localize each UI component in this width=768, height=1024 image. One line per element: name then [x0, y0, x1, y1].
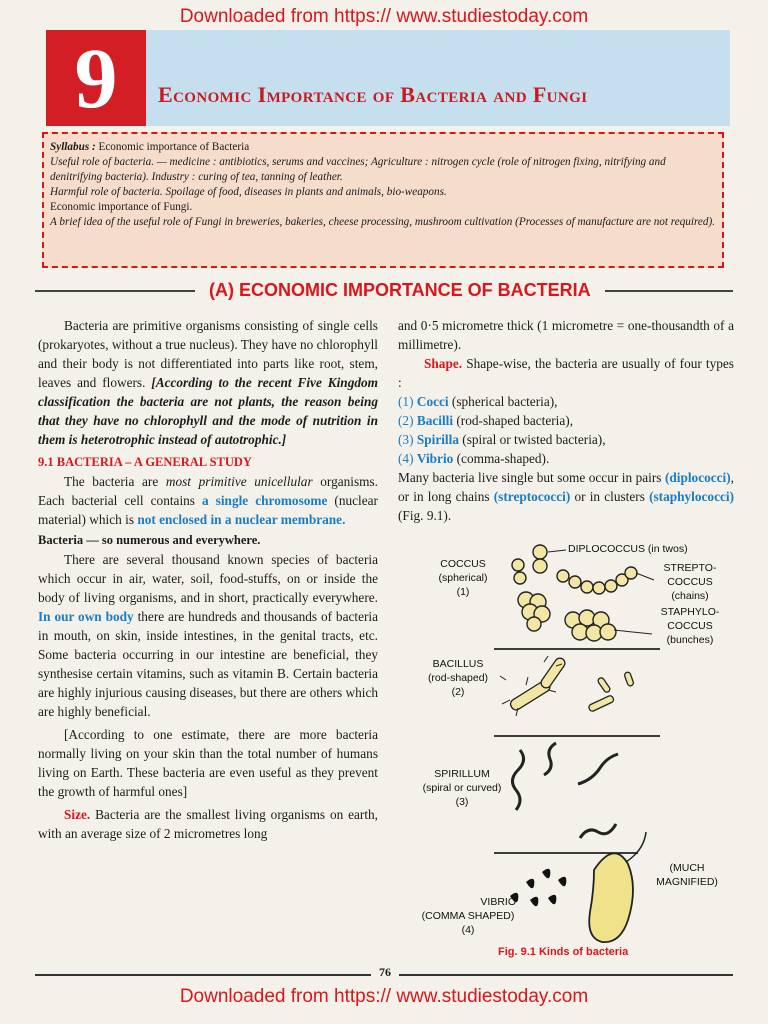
- label-vibrio-sub: (COMMA SHAPED): [421, 910, 515, 922]
- bacillus-cell: [624, 671, 634, 686]
- list-desc: (rod-shaped bacteria),: [453, 413, 574, 428]
- text: Bacteria are the smallest living organisms on earth, with an average size of 2 micrometres long: [38, 807, 378, 841]
- section-title: (A) ECONOMIC IMPORTANCE OF BACTERIA: [195, 276, 605, 304]
- diplococcus-cell: [533, 545, 547, 559]
- streptococcus-cell: [593, 582, 605, 594]
- list-desc: (spherical bacteria),: [448, 394, 558, 409]
- streptococcus-cell: [581, 581, 593, 593]
- list-item: [398, 411, 734, 430]
- syllabus-line3: Harmful role of bacteria. Spoilage of food, diseases in plants and animals, bio-weapons.: [50, 186, 447, 198]
- label-vibrio: VIBRIO: [480, 896, 516, 908]
- bacteria-figure: [398, 540, 734, 960]
- intro-paragraph: [38, 316, 378, 449]
- label-staphylo-2: COCCUS: [667, 620, 713, 632]
- label-vibrio-num: (4): [461, 924, 475, 936]
- chapter-number: 9: [46, 30, 146, 126]
- chapter-header: [46, 30, 730, 126]
- term-size: Size.: [64, 807, 91, 822]
- list-term: Vibrio: [416, 451, 454, 466]
- streptococcus-cell: [569, 576, 581, 588]
- shape-paragraph: [398, 354, 734, 392]
- arrangement-paragraph: [398, 468, 734, 525]
- staphylococcus-cell: [527, 617, 541, 631]
- bacillus-cell: [588, 695, 615, 712]
- label-coccus-sub: (spherical): [438, 572, 488, 584]
- streptococcus-cell: [625, 567, 637, 579]
- syllabus-line1: Economic importance of Bacteria: [95, 141, 250, 153]
- leader-line: [614, 630, 652, 634]
- syllabus-line2: Useful role of bacteria. — medicine : antibiotics, serums and vaccines; Agriculture : nitrogen cycle (role of nitrogen fixing, nitrifying and denitrifying bacteria). Industry : curing of tea, tanning of leather.: [50, 156, 666, 183]
- text: (Fig. 9.1).: [398, 508, 452, 523]
- bacillus-cell: [597, 677, 611, 694]
- label-spirillum-num: (3): [455, 796, 469, 808]
- size-continued: and 0·5 micrometre thick (1 micrometre = one-thousandth of a millimetre).: [398, 318, 734, 352]
- shape-list: [398, 392, 734, 468]
- list-term: Bacilli: [416, 413, 454, 428]
- text: There are several thousand known species of bacteria which occur in air, water, soil, food-stuffs, on or inside the body of living organisms, and in short, practically everywhere.: [38, 552, 378, 605]
- left-column: [38, 316, 378, 843]
- heading-numerous: Bacteria — so numerous and everywhere.: [38, 533, 261, 547]
- text: organisms. Each bacterial cell contains: [38, 474, 379, 508]
- size-paragraph: [38, 805, 378, 843]
- heading-general-study: 9.1 BACTERIA – A GENERAL STUDY: [38, 455, 252, 469]
- syllabus-box: [42, 132, 724, 268]
- text: or in clusters: [570, 489, 650, 504]
- list-number: (3): [398, 432, 414, 447]
- header-background: [146, 30, 730, 126]
- label-spirillum: SPIRILLUM: [434, 768, 490, 780]
- spirillum-cell: [580, 824, 616, 838]
- text-italic: most primitive unicellular: [165, 474, 313, 489]
- label-bacillus: BACILLUS: [432, 658, 484, 670]
- label-bacillus-num: (2): [451, 686, 465, 698]
- download-banner-bottom: Downloaded from https:// www.studiestoday.com: [179, 986, 589, 1007]
- diplococcus-cell: [512, 559, 524, 571]
- bacillus-cell: [539, 656, 567, 690]
- leader-line: [548, 550, 566, 552]
- text: Many bacteria live single but some occur in pairs: [398, 470, 665, 485]
- text: there are hundreds and thousands of bacteria in mouth, on skin, inside intestines, in the genital tracts, etc. Some bacteria occurring in our intestine are beneficial, they synthesise certain vitamins, such as vitamin B. Certain bacteria are highly injurious causing diseases, but there are others which are highly beneficial.: [38, 609, 379, 719]
- spirillum-cell: [578, 754, 618, 784]
- term-nuclear-membrane: not enclosed in a nuclear membrane.: [137, 512, 346, 527]
- label-strepto-1: STREPTO-: [663, 562, 717, 574]
- vibrio-cell: [526, 879, 534, 888]
- label-magnified: MAGNIFIED): [656, 876, 718, 888]
- label-spirillum-sub: (spiral or curved): [422, 782, 502, 794]
- label-staphylo-1: STAPHYLO-: [660, 606, 720, 618]
- term-diplococci: (diplococci): [664, 470, 731, 485]
- list-number: (1): [398, 394, 414, 409]
- label-coccus: COCCUS: [440, 558, 486, 570]
- label-coccus-num: (1): [456, 586, 470, 598]
- list-item: [398, 449, 734, 468]
- vibrio-cell: [558, 877, 566, 886]
- term-shape: Shape.: [424, 356, 463, 371]
- magnified-flagellum: [626, 832, 646, 862]
- vibrio-cell: [548, 895, 556, 904]
- label-much: (MUCH: [669, 862, 705, 874]
- streptococcus-cell: [557, 570, 569, 582]
- syllabus-label: Syllabus :: [50, 141, 96, 153]
- classification-note: [According to the recent Five Kingdom classification the bacteria are not plants, the reason being that they have no chlorophyll and the mode of nutrition in them is heterotrophic instead of autotrophic.]: [38, 375, 378, 447]
- text: , or in long chains: [398, 470, 734, 504]
- text: (nuclear material) which is: [38, 493, 378, 527]
- term-chromosome: a single chromosome: [202, 493, 328, 508]
- diplococcus-cell: [533, 559, 547, 573]
- download-banner-top: Downloaded from https:// www.studiestoday.com: [179, 6, 589, 27]
- vibrio-cell: [542, 869, 550, 878]
- label-strepto-3: (chains): [671, 590, 709, 602]
- list-item: [398, 430, 734, 449]
- syllabus-line4: Economic importance of Fungi.: [50, 201, 193, 213]
- list-desc: (spiral or twisted bacteria),: [458, 432, 606, 447]
- list-number: (4): [398, 451, 414, 466]
- list-term: Spirilla: [416, 432, 459, 447]
- vibrio-cell: [530, 897, 538, 906]
- term-streptococci: (streptococci): [493, 489, 571, 504]
- right-column: [398, 316, 734, 525]
- list-item: [398, 392, 734, 411]
- list-number: (2): [398, 413, 414, 428]
- list-desc: (comma-shaped).: [453, 451, 550, 466]
- term-staphylococci: (staphylococci): [649, 489, 734, 504]
- label-bacillus-sub: (rod-shaped): [427, 672, 489, 684]
- general-study-paragraph: [38, 472, 378, 529]
- page-footer: [35, 965, 733, 985]
- section-heading: [35, 276, 733, 306]
- text: Shape-wise, the bacteria are usually of four types :: [398, 356, 734, 390]
- magnified-vibrio: [589, 853, 633, 942]
- list-term: Cocci: [416, 394, 449, 409]
- syllabus-line5: A brief idea of the useful role of Fungi in breweries, bakeries, cheese processing, mushroom cultivation (Processes of manufacture are not required).: [50, 216, 716, 228]
- spirillum-cell: [544, 743, 556, 775]
- label-staphylo-3: (bunches): [666, 634, 714, 646]
- numerous-paragraph: [38, 550, 378, 721]
- page-number: 76: [371, 965, 399, 980]
- text: The bacteria are: [64, 474, 166, 489]
- estimate-paragraph: [According to one estimate, there are more bacteria normally living on your skin than the total number of humans living on Earth. These bacteria are even useful as they prevent the growth of harmful ones]: [38, 727, 378, 799]
- term-own-body: In our own body: [38, 609, 134, 624]
- streptococcus-cell: [605, 580, 617, 592]
- label-diplococcus: DIPLOCOCCUS (in twos): [568, 543, 688, 555]
- chapter-title: Economic Importance of Bacteria and Fungi: [158, 82, 588, 107]
- intro-text: Bacteria are primitive organisms consisting of single cells (prokaryotes, without a true nucleus). They have no chlorophyll and their body is not differentiated into parts like root, stem, leaves and flowers.: [38, 318, 378, 390]
- figure-caption: Fig. 9.1 Kinds of bacteria: [498, 946, 629, 958]
- staphylococcus-cell: [600, 624, 616, 640]
- diplococcus-cell: [514, 572, 526, 584]
- label-strepto-2: COCCUS: [667, 576, 713, 588]
